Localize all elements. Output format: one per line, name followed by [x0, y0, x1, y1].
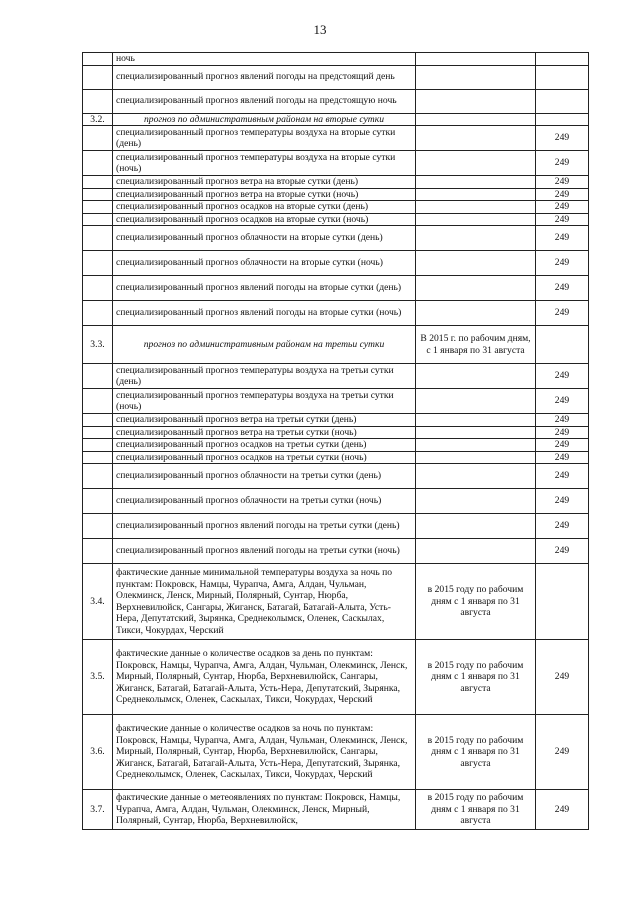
- table-row: [83, 89, 589, 113]
- row-value: [536, 53, 589, 66]
- row-description: специализированный прогноз температуры воздуха на третьи сутки (ночь): [113, 389, 416, 414]
- row-period: в 2015 году по рабочим дням с 1 января по 31 августа: [416, 564, 536, 640]
- row-description: фактические данные о количестве осадков за ночь по пунктам: Покровск, Намцы, Чурапча, Амга, Алдан, Чульман, Олекминск, Ленск, Мирный, Полярный, Сунтар, Нюрба, Верхневилюйск, Сангары, Жиганск, Батагай, Батагай-Алыта, Усть-Нера, Депутатский, Зырянка, Среднеколымск, Оленек, Саскылах, Тикси, Чокурдах, Черский: [113, 715, 416, 790]
- row-period: [416, 251, 536, 276]
- row-value: 249: [536, 439, 589, 452]
- row-period: [416, 89, 536, 113]
- table-row: [83, 213, 589, 226]
- row-value: 249: [536, 151, 589, 176]
- row-number: [83, 301, 113, 326]
- row-number: [83, 464, 113, 489]
- row-number: [83, 65, 113, 89]
- row-description: специализированный прогноз облачности на вторые сутки (ночь): [113, 251, 416, 276]
- table-row: [83, 439, 589, 452]
- row-value: 249: [536, 451, 589, 464]
- table-row: [83, 389, 589, 414]
- row-value: 249: [536, 188, 589, 201]
- row-description: специализированный прогноз ветра на третьи сутки (ночь): [113, 426, 416, 439]
- row-value: 249: [536, 514, 589, 539]
- row-value: [536, 89, 589, 113]
- table-row: [83, 53, 589, 66]
- row-description: прогноз по административным районам на вторые сутки: [113, 113, 416, 126]
- row-value: 249: [536, 126, 589, 151]
- row-period: [416, 188, 536, 201]
- row-number: [83, 389, 113, 414]
- table-row: [83, 65, 589, 89]
- row-number: [83, 414, 113, 427]
- row-number: [83, 251, 113, 276]
- row-description: специализированный прогноз облачности на третьи сутки (ночь): [113, 489, 416, 514]
- row-description: специализированный прогноз явлений погоды на вторые сутки (день): [113, 276, 416, 301]
- row-period: в 2015 году по рабочим дням с 1 января по 31 августа: [416, 715, 536, 790]
- row-description: специализированный прогноз температуры воздуха на третьи сутки (день): [113, 364, 416, 389]
- row-value: 249: [536, 414, 589, 427]
- row-value: 249: [536, 539, 589, 564]
- row-description: ночь: [113, 53, 416, 66]
- table-row: [83, 326, 589, 364]
- row-period: в 2015 году по рабочим дням с 1 января по 31 августа: [416, 640, 536, 715]
- row-period: [416, 426, 536, 439]
- row-description: специализированный прогноз температуры воздуха на вторые сутки (ночь): [113, 151, 416, 176]
- table-row: [83, 188, 589, 201]
- table-row: [83, 201, 589, 214]
- row-period: [416, 301, 536, 326]
- row-description: специализированный прогноз явлений погоды на третьи сутки (день): [113, 514, 416, 539]
- table-row: [83, 790, 589, 830]
- row-value: 249: [536, 276, 589, 301]
- row-number: [83, 151, 113, 176]
- row-number: [83, 451, 113, 464]
- row-period: в 2015 году по рабочим дням с 1 января по 31 августа: [416, 790, 536, 830]
- row-description: фактические данные о количестве осадков за день по пунктам: Покровск, Намцы, Чурапча, Амга, Алдан, Чульман, Олекминск, Ленск, Мирный, Полярный, Сунтар, Нюрба, Верхневилюйск, Сангары, Жиганск, Батагай, Батагай-Алыта, Усть-Нера, Депутатский, Зырянка, Среднеколымск, Оленек, Саскылах, Тикси, Чокурдах, Черский: [113, 640, 416, 715]
- table-row: [83, 301, 589, 326]
- row-description: фактические данные о метеоявлениях по пунктам: Покровск, Намцы, Чурапча, Амга, Алдан, Чульман, Олекминск, Ленск, Мирный, Полярный, Сунтар, Нюрба, Верхневилюйск,: [113, 790, 416, 830]
- row-description: специализированный прогноз ветра на третьи сутки (день): [113, 414, 416, 427]
- row-value: [536, 564, 589, 640]
- row-value: [536, 326, 589, 364]
- table-row: [83, 276, 589, 301]
- row-number: 3.2.: [83, 113, 113, 126]
- row-description: специализированный прогноз облачности на третьи сутки (день): [113, 464, 416, 489]
- row-description: специализированный прогноз явлений погоды на третьи сутки (ночь): [113, 539, 416, 564]
- row-description: специализированный прогноз осадков на третьи сутки (ночь): [113, 451, 416, 464]
- row-description: специализированный прогноз осадков на вторые сутки (ночь): [113, 213, 416, 226]
- row-value: 249: [536, 213, 589, 226]
- row-value: 249: [536, 251, 589, 276]
- table-row: [83, 539, 589, 564]
- row-number: [83, 426, 113, 439]
- row-value: 249: [536, 301, 589, 326]
- row-value: 249: [536, 364, 589, 389]
- services-table: [82, 52, 589, 830]
- row-value: 249: [536, 640, 589, 715]
- row-period: [416, 489, 536, 514]
- row-period: [416, 151, 536, 176]
- row-description: специализированный прогноз ветра на вторые сутки (день): [113, 176, 416, 189]
- row-number: 3.7.: [83, 790, 113, 830]
- table-row: [83, 514, 589, 539]
- row-number: 3.5.: [83, 640, 113, 715]
- row-number: [83, 89, 113, 113]
- row-number: [83, 126, 113, 151]
- table-row: [83, 364, 589, 389]
- row-number: [83, 213, 113, 226]
- row-number: [83, 276, 113, 301]
- table-row: [83, 564, 589, 640]
- row-period: [416, 276, 536, 301]
- row-period: [416, 65, 536, 89]
- table-row: [83, 464, 589, 489]
- table-row: [83, 113, 589, 126]
- row-period: [416, 53, 536, 66]
- row-period: [416, 414, 536, 427]
- table-row: [83, 151, 589, 176]
- row-description: специализированный прогноз температуры воздуха на вторые сутки (день): [113, 126, 416, 151]
- table-row: [83, 126, 589, 151]
- row-period: [416, 364, 536, 389]
- row-value: 249: [536, 426, 589, 439]
- row-number: [83, 226, 113, 251]
- row-description: специализированный прогноз облачности на вторые сутки (день): [113, 226, 416, 251]
- row-number: [83, 176, 113, 189]
- row-description: специализированный прогноз осадков на третьи сутки (день): [113, 439, 416, 452]
- row-value: [536, 65, 589, 89]
- table-row: [83, 251, 589, 276]
- row-period: [416, 213, 536, 226]
- row-period: [416, 113, 536, 126]
- page-number: 13: [313, 22, 327, 37]
- table-row: [83, 451, 589, 464]
- row-number: 3.6.: [83, 715, 113, 790]
- row-number: 3.3.: [83, 326, 113, 364]
- row-value: 249: [536, 226, 589, 251]
- table-row: [83, 176, 589, 189]
- row-period: [416, 514, 536, 539]
- row-period: [416, 439, 536, 452]
- row-number: [83, 201, 113, 214]
- table-row: [83, 226, 589, 251]
- row-value: 249: [536, 176, 589, 189]
- row-value: 249: [536, 790, 589, 830]
- row-number: [83, 188, 113, 201]
- row-description: специализированный прогноз явлений погоды на предстоящий день: [113, 65, 416, 89]
- table-body: [83, 53, 589, 830]
- row-value: 249: [536, 389, 589, 414]
- row-number: [83, 514, 113, 539]
- table-row: [83, 426, 589, 439]
- row-value: 249: [536, 201, 589, 214]
- row-number: [83, 364, 113, 389]
- row-period: [416, 126, 536, 151]
- row-period: В 2015 г. по рабочим дням, с 1 января по 31 августа: [416, 326, 536, 364]
- row-number: [83, 539, 113, 564]
- row-description: специализированный прогноз явлений погоды на вторые сутки (ночь): [113, 301, 416, 326]
- row-description: прогноз по административным районам на третьи сутки: [113, 326, 416, 364]
- row-value: 249: [536, 715, 589, 790]
- row-value: 249: [536, 489, 589, 514]
- row-description: специализированный прогноз осадков на вторые сутки (день): [113, 201, 416, 214]
- row-period: [416, 201, 536, 214]
- row-number: [83, 489, 113, 514]
- row-number: [83, 439, 113, 452]
- row-value: 249: [536, 464, 589, 489]
- row-value: [536, 113, 589, 126]
- row-period: [416, 226, 536, 251]
- row-description: специализированный прогноз явлений погоды на предстоящую ночь: [113, 89, 416, 113]
- row-period: [416, 464, 536, 489]
- row-description: специализированный прогноз ветра на вторые сутки (ночь): [113, 188, 416, 201]
- row-number: [83, 53, 113, 66]
- table-row: [83, 640, 589, 715]
- table-row: [83, 489, 589, 514]
- row-period: [416, 389, 536, 414]
- table-row: [83, 414, 589, 427]
- row-number: 3.4.: [83, 564, 113, 640]
- row-period: [416, 539, 536, 564]
- row-period: [416, 176, 536, 189]
- table-row: [83, 715, 589, 790]
- row-description: фактические данные минимальной температуры воздуха за ночь по пунктам: Покровск, Намцы, Чурапча, Амга, Алдан, Чульман, Олекминск, Ленск, Мирный, Полярный, Сунтар, Нюрба, Верхневилюйск, Сангары, Жиганск, Батагай, Батагай-Алыта, Усть-Нера, Депутатский, Зырянка, Среднеколымск, Оленек, Саскылах, Тикси, Чокурдах, Черский: [113, 564, 416, 640]
- row-period: [416, 451, 536, 464]
